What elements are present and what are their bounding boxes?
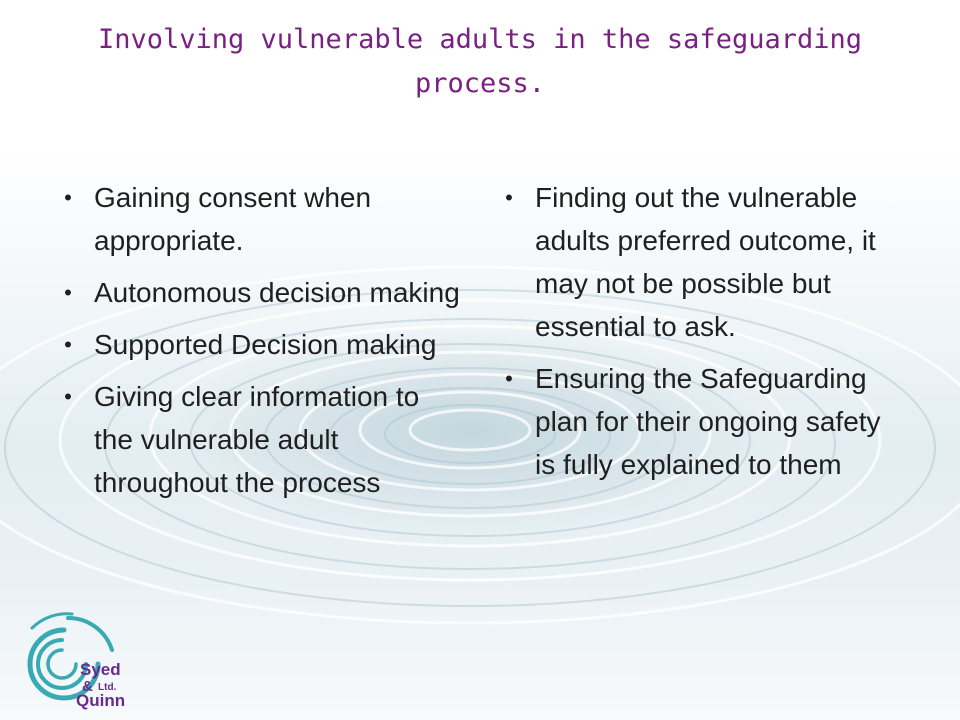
logo-ampersand: &: [82, 678, 93, 695]
list-item: [56, 323, 464, 366]
bullet-icon: •: [64, 185, 72, 210]
list-item: [497, 357, 907, 486]
bullet-text: Finding out the vulnerable adults preferred outcome, it may not be possible but essential to ask.: [535, 182, 876, 342]
logo-line2: Quinn: [76, 691, 126, 710]
bullet-icon: •: [505, 185, 513, 210]
bullet-text: Supported Decision making: [94, 329, 437, 360]
bullet-text: Ensuring the Safeguarding plan for their ongoing safety is fully explained to them: [535, 363, 881, 480]
bullet-icon: •: [64, 384, 72, 409]
right-bullet-list: [497, 176, 907, 495]
list-item: [56, 375, 464, 504]
list-item: [497, 176, 907, 348]
bullet-text: Giving clear information to the vulnerable adult throughout the process: [94, 381, 420, 498]
bullet-text: Autonomous decision making: [94, 277, 460, 308]
logo-line1: Syed: [80, 660, 121, 679]
left-bullet-list: [56, 176, 464, 513]
bullet-icon: •: [64, 280, 72, 305]
bullet-icon: •: [505, 366, 513, 391]
slide-title: Involving vulnerable adults in the safeguarding process.: [97, 24, 862, 99]
list-item: [56, 271, 464, 314]
syed-quinn-logo: [12, 610, 130, 714]
bullet-icon: •: [64, 332, 72, 357]
bullet-text: Gaining consent when appropriate.: [94, 182, 372, 256]
list-item: [56, 176, 464, 262]
logo-suffix: Ltd.: [98, 682, 117, 693]
